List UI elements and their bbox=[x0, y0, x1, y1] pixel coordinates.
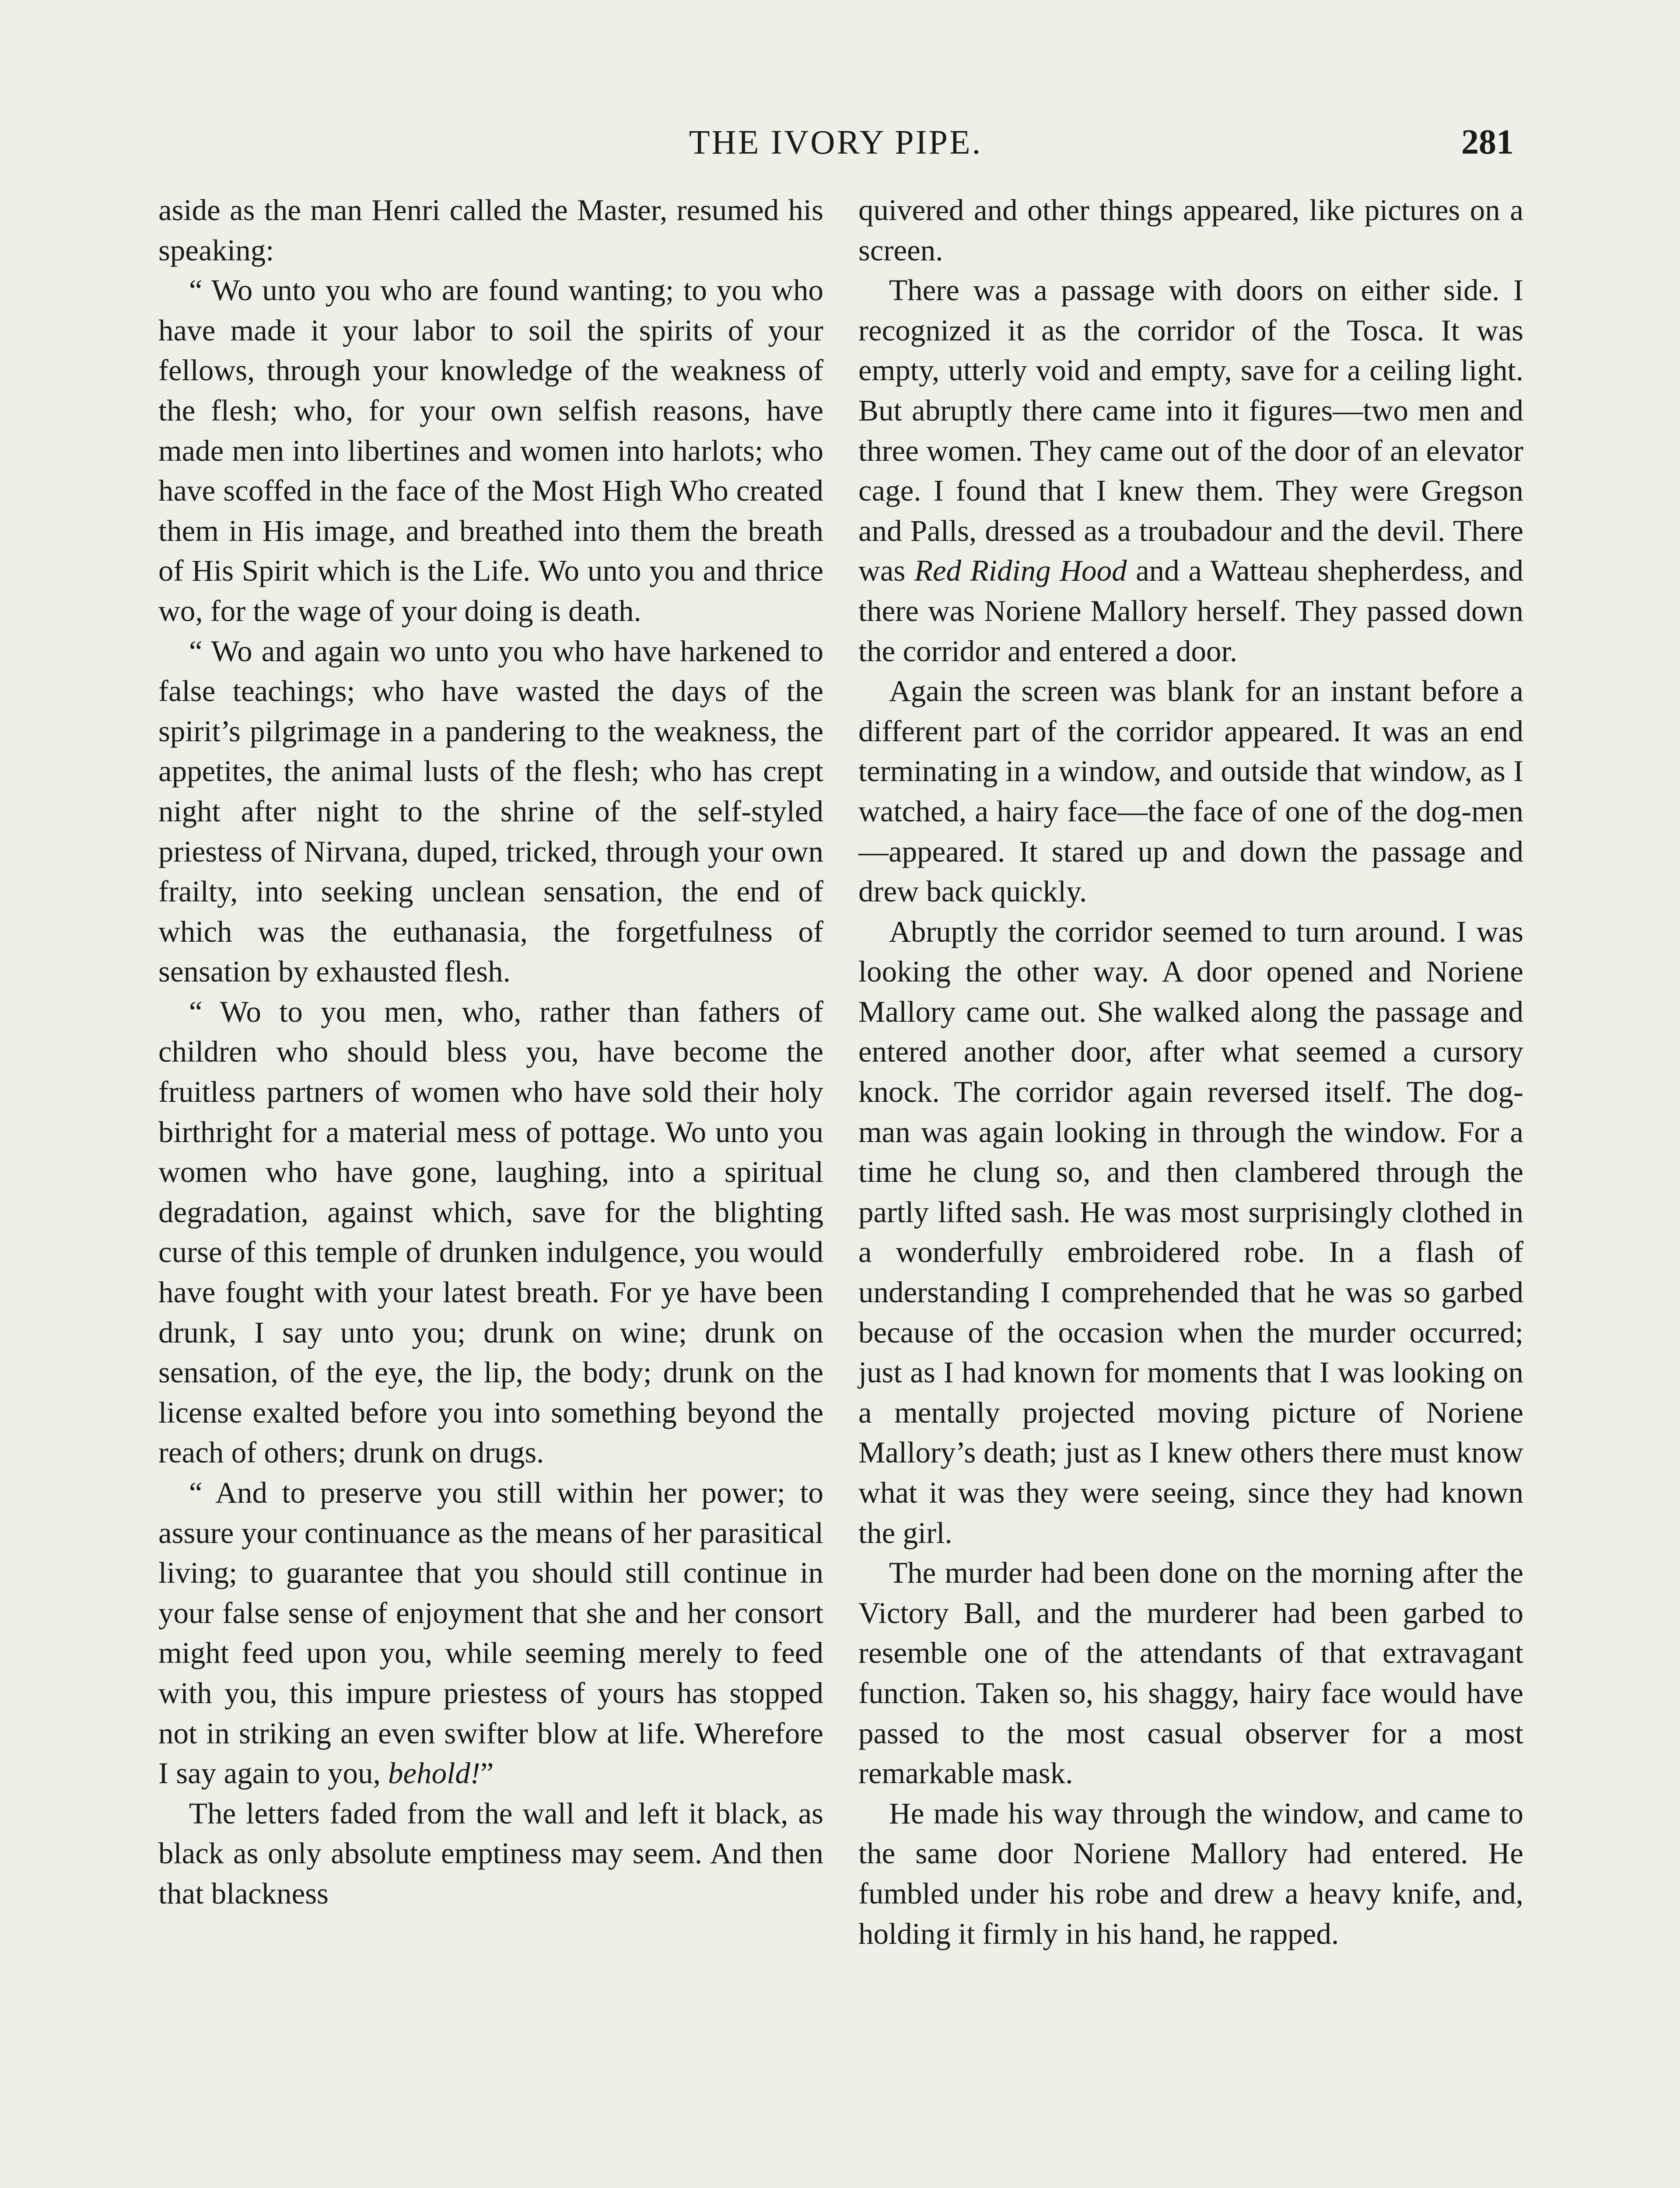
right-column bbox=[858, 190, 1523, 1954]
paragraph bbox=[858, 270, 1523, 671]
paragraph: Abruptly the corridor seemed to turn around. I was looking the other way. A door opened and Noriene Mallory came out. She walked along the passage and entered another door, after what seemed a cursory knock. The corridor again reversed itself. The dog-man was again looking in through the window. For a time he clung so, and then clambered through the partly lifted sash. He was most surprisingly clothed in a wonderfully embroidered robe. In a flash of understanding I comprehended that he was so garbed because of the occasion when the murder occurred; just as I had known for moments that I was looking on a mentally projected moving picture of Noriene Mallory’s death; just as I knew others there must know what it was they were seeing, since they had known the girl. bbox=[858, 915, 1523, 1550]
paragraph: “ Wo and again wo unto you who have harkened to false teachings; who have wasted the days of the spirit’s pilgrimage in a pandering to the weakness, the appetites, the animal lusts of the flesh; who has crept night after night to the shrine of the self-styled priestess of Nirvana, duped, tricked, through your own frailty, into seeking unclean sensation, the end of which was the euthanasia, the forgetfulness of sensation by exhausted flesh. bbox=[158, 634, 823, 989]
page-number: 281 bbox=[1461, 123, 1514, 161]
paragraph-text: “ And to preserve you still within her power; to assure your continuance as the means of her parasitical living; to guarantee that you should still continue in your false sense of enjoyment that she and her consort might feed upon you, while seeming merely to feed with you, this impure priestess of yours has stopped not in striking an even swifter blow at life. Wherefore I say again to you, bbox=[158, 1476, 823, 1790]
closing-quote: ” bbox=[480, 1757, 494, 1790]
paragraph: The letters faded from the wall and left it black, as black as only absolute emptiness may seem. And then that blackness bbox=[158, 1796, 823, 1910]
paragraph: He made his way through the window, and came to the same door Noriene Mallory had entered. He fumbled under his robe and drew a heavy knife, and, holding it firmly in his hand, he rapped. bbox=[858, 1796, 1523, 1950]
page-header bbox=[158, 118, 1514, 166]
running-title: THE IVORY PIPE. bbox=[689, 123, 983, 161]
paragraph: “ Wo unto you who are found wanting; to you who have made it your labor to soil the spirits of your fellows, through your knowledge of the weakness of the flesh; who, for your own selfish reasons, have made men into libertines and women into harlots; who have scoffed in the face of the Most High Who created them in His image, and breathed into them the breath of His Spirit which is the Life. Wo unto you and thrice wo, for the wage of your doing is death. bbox=[158, 274, 823, 628]
paragraph bbox=[158, 1473, 823, 1794]
paragraph: The murder had been done on the morning after the Victory Ball, and the murderer had been garbed to resemble one of the attendants of that extravagant function. Taken so, his shaggy, hairy face would have passed to the most casual observer for a most remarkable mask. bbox=[858, 1556, 1523, 1790]
paragraph: “ Wo to you men, who, rather than fathers of children who should bless you, have become the fruitless partners of women who have sold their holy birthright for a material mess of pottage. Wo unto you women who have gone, laughing, into a spiritual degradation, against which, save for the blighting curse of this temple of drunken indulgence, you would have fought with your latest breath. For ye have been drunk, I say unto you; drunk on wine; drunk on sensation, of the eye, the lip, the body; drunk on the license exalted before you into something beyond the reach of others; drunk on drugs. bbox=[158, 995, 823, 1469]
paragraph-text: and a Watteau shepherdess, and there was Noriene Mallory herself. They passed down the corridor and entered a door. bbox=[858, 554, 1524, 668]
paragraph-text: There was a passage with doors on either side. I recognized it as the corridor of the Tosca. It was empty, utterly void and empty, save for a ceiling light. But abruptly there came into it figures—two men and three women. They came out of the door of an elevator cage. I found that I knew them. They were Gregson and Palls, dressed as a troubadour and the devil. There was bbox=[858, 274, 1523, 588]
italic-text: Red Riding Hood bbox=[914, 554, 1127, 588]
italic-text: behold! bbox=[388, 1757, 480, 1790]
paragraph: quivered and other things appeared, like pictures on a screen. bbox=[858, 193, 1523, 267]
left-column bbox=[158, 190, 823, 1914]
paragraph: Again the screen was blank for an instant before a different part of the corridor appeared. It was an end terminating in a window, and outside that window, as I watched, a hairy face—the face of one of the dog-men—appeared. It stared up and down the passage and drew back quickly. bbox=[858, 674, 1523, 908]
paragraph: aside as the man Henri called the Master, resumed his speaking: bbox=[158, 193, 823, 267]
